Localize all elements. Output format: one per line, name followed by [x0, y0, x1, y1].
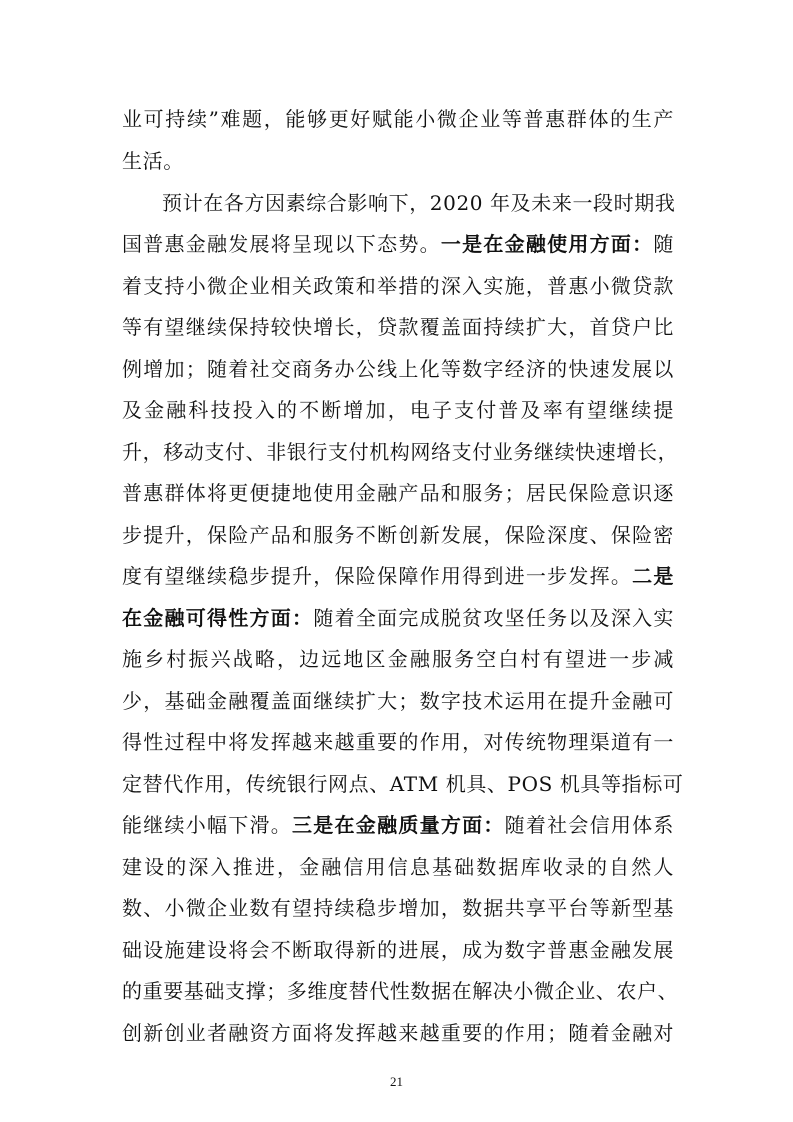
text-line-14: 施乡村振兴战略，边远地区金融服务空白村有望进一步减	[122, 647, 674, 671]
page-number: 21	[390, 1074, 403, 1089]
text-line-22: 的重要基础支撑；多维度替代性数据在解决小微企业、农户、	[122, 979, 679, 1003]
bold-heading-3: 三是在金融质量方面：	[292, 813, 505, 837]
text-line-19: 建设的深入推进，金融信用信息基础数据库收录的自然人	[122, 855, 674, 879]
text-line-5: 着支持小微企业相关政策和举措的深入实施，普惠小微贷款	[122, 274, 674, 298]
text-line-1: 业可持续”难题，能够更好赋能小微企业等普惠群体的生产	[122, 107, 674, 131]
text-line-18: 能继续小幅下滑。三是在金融质量方面：随着社会信用体系	[122, 813, 674, 837]
text-line-23: 创新创业者融资方面将发挥越来越重要的作用；随着金融对	[122, 1021, 674, 1045]
text-line-21: 础设施建设将会不断取得新的进展，成为数字普惠金融发展	[122, 938, 674, 962]
text-line-16: 得性过程中将发挥越来越重要的作用，对传统物理渠道有一	[122, 730, 674, 754]
text-line-3: 预计在各方因素综合影响下，2020 年及未来一段时期我	[162, 191, 676, 215]
text-line-20: 数、小微企业数有望持续稳步增加，数据共享平台等新型基	[122, 896, 674, 920]
text-line-11: 步提升，保险产品和服务不断创新发展，保险深度、保险密	[122, 523, 674, 547]
text-line-8: 及金融科技投入的不断增加，电子支付普及率有望继续提	[122, 398, 674, 422]
text-line-7: 例增加；随着社交商务办公线上化等数字经济的快速发展以	[122, 357, 674, 381]
text-line-4: 国普惠金融发展将呈现以下态势。一是在金融使用方面：随	[122, 232, 675, 256]
bold-heading-1: 一是在金融使用方面：	[440, 232, 654, 256]
text-line-13: 在金融可得性方面：随着全面完成脱贫攻坚任务以及深入实	[122, 606, 675, 630]
text-line-9: 升，移动支付、非银行支付机构网络支付业务继续快速增长，	[122, 440, 679, 464]
text-line-10: 普惠群体将更便捷地使用金融产品和服务；居民保险意识逐	[122, 481, 674, 505]
text-line-6: 等有望继续保持较快增长，贷款覆盖面持续扩大，首贷户比	[122, 315, 674, 339]
text-line-12: 度有望继续稳步提升，保险保障作用得到进一步发挥。二是	[122, 564, 674, 588]
bold-heading-2b: 在金融可得性方面：	[122, 606, 314, 630]
text-line-2: 生活。	[122, 149, 184, 173]
text-line-15: 少，基础金融覆盖面继续扩大；数字技术运用在提升金融可	[122, 689, 674, 713]
text-line-17: 定替代作用，传统银行网点、ATM 机具、POS 机具等指标可	[122, 772, 684, 796]
bold-heading-2a: 二是	[632, 564, 674, 588]
